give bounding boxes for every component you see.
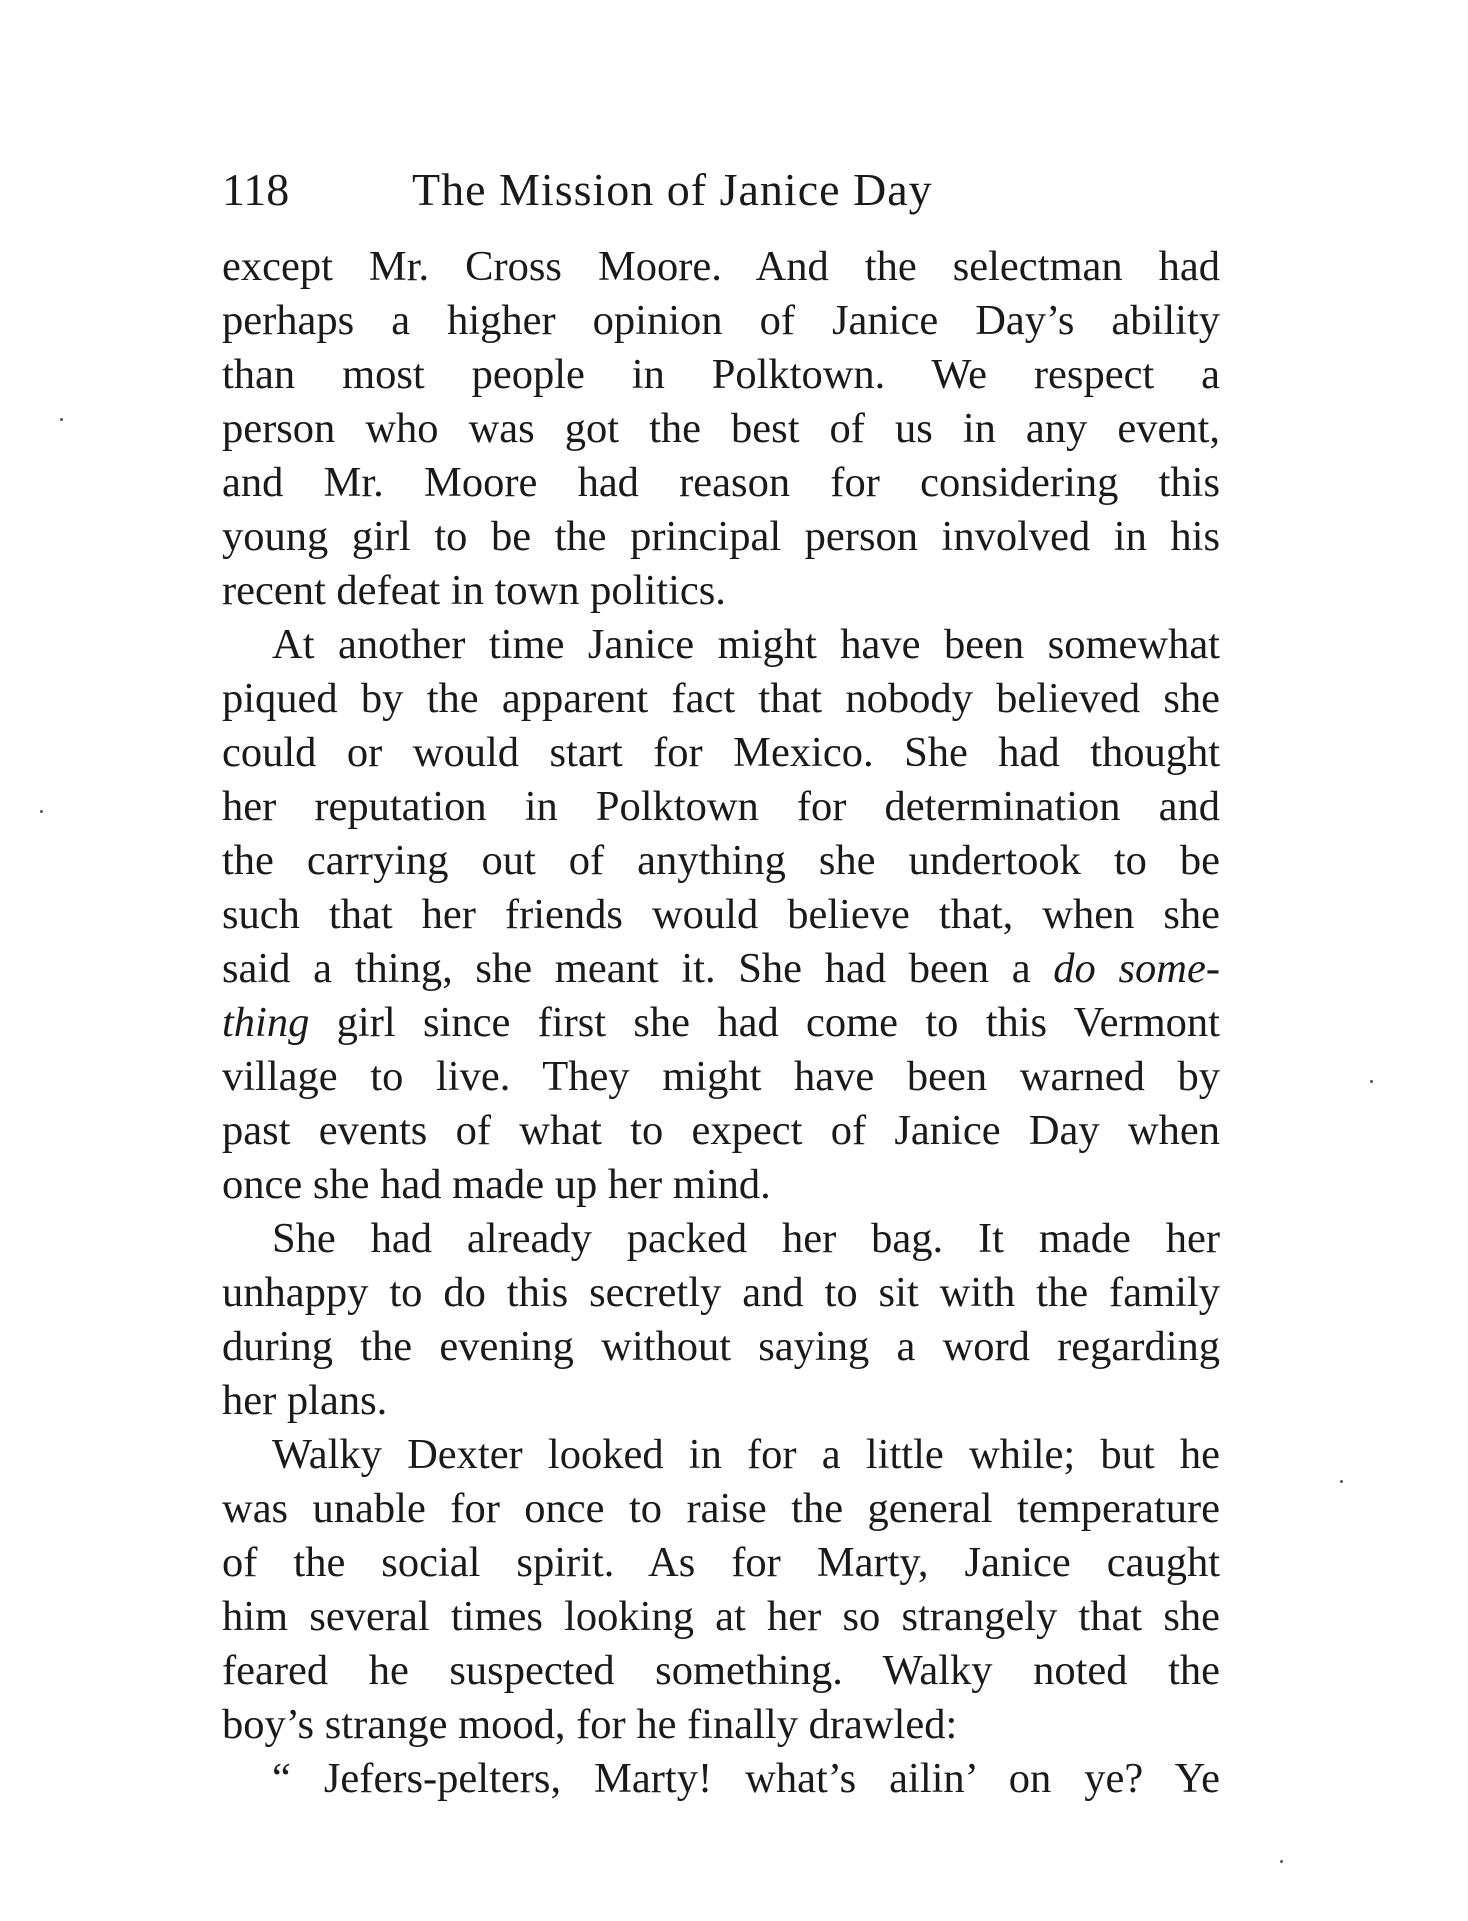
text-line: [222, 942, 1220, 996]
text-line: past events of what to expect of Janice Day when: [222, 1107, 1220, 1154]
running-title: The Mission of Janice Day: [412, 164, 933, 215]
text-segment: girl since first she had come to this Vermont: [309, 999, 1220, 1046]
text-line: recent defeat in town politics.: [222, 567, 726, 614]
paragraph: [222, 240, 1220, 618]
page-number: 118: [222, 164, 290, 215]
text-line: person who was got the best of us in any event,: [222, 405, 1220, 452]
text-line: during the evening without saying a word regarding: [222, 1323, 1220, 1370]
text-line: than most people in Polktown. We respect a: [222, 351, 1220, 398]
text-line: unhappy to do this secretly and to sit with the family: [222, 1269, 1220, 1316]
text-line: young girl to be the principal person involved in his: [222, 513, 1220, 560]
text-line: “ Jefers-pelters, Marty! what’s ailin’ on ye? Ye: [272, 1755, 1220, 1802]
italic-text: thing: [222, 999, 310, 1046]
text-line: perhaps a higher opinion of Janice Day’s ability: [222, 297, 1220, 344]
text-line: boy’s strange mood, for he finally drawled:: [222, 1701, 958, 1748]
text-line: the carrying out of anything she undertook to be: [222, 837, 1220, 884]
scan-speck: [1340, 1480, 1343, 1483]
text-line: At another time Janice might have been somewhat: [272, 621, 1220, 668]
paragraph: [222, 1752, 1220, 1806]
text-line: piqued by the apparent fact that nobody believed she: [222, 675, 1220, 722]
scan-speck: [40, 810, 43, 813]
body-text: [222, 240, 1220, 1806]
text-line: her reputation in Polktown for determination and: [222, 783, 1220, 830]
paragraph: [222, 618, 1220, 1212]
text-line: once she had made up her mind.: [222, 1161, 771, 1208]
text-line: of the social spirit. As for Marty, Janice caught: [222, 1539, 1220, 1586]
text-line: village to live. They might have been warned by: [222, 1053, 1220, 1100]
paragraph: [222, 1428, 1220, 1752]
text-line: her plans.: [222, 1377, 388, 1424]
text-line: could or would start for Mexico. She had thought: [222, 729, 1220, 776]
text-segment: said a thing, she meant it. She had been a: [222, 945, 1054, 992]
text-line: Walky Dexter looked in for a little while; but he: [272, 1431, 1220, 1478]
scan-speck: [60, 418, 63, 421]
text-line: [222, 996, 1220, 1050]
text-line: such that her friends would believe that, when she: [222, 891, 1220, 938]
text-line: and Mr. Moore had reason for considering this: [222, 459, 1220, 506]
page-header: [222, 155, 1222, 225]
text-line: feared he suspected something. Walky noted the: [222, 1647, 1220, 1694]
text-line: She had already packed her bag. It made her: [272, 1215, 1220, 1262]
paragraph: [222, 1212, 1220, 1428]
scan-speck: [1280, 1860, 1283, 1863]
text-line: him several times looking at her so strangely that she: [222, 1593, 1220, 1640]
scan-speck: [1370, 1080, 1373, 1083]
italic-text: do some-: [1053, 945, 1220, 992]
text-line: except Mr. Cross Moore. And the selectman had: [222, 243, 1220, 290]
text-line: was unable for once to raise the general temperature: [222, 1485, 1220, 1532]
